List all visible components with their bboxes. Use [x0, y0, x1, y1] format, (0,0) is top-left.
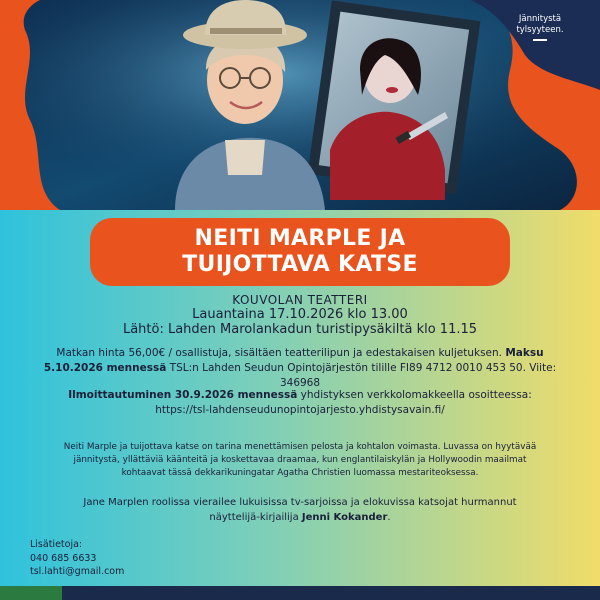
cast-info: [60, 495, 540, 525]
venue-name: KOUVOLAN TEATTERI: [232, 293, 368, 307]
contact-phone[interactable]: 040 685 6633: [30, 552, 97, 564]
registration-url[interactable]: https://tsl-lahdenseudunopintojarjesto.yhdistysavain.fi/: [155, 404, 445, 416]
contact-heading: Lisätietoja:: [30, 539, 83, 550]
tagline: [505, 14, 575, 41]
bottom-bar: [0, 586, 600, 600]
play-description: Neiti Marple ja tuijottava katse on tarina menettämisen pelosta ja kohtalon voimasta. Luvassa on hyytävää jännitystä, yllättäviä käänteitä ja koskettavaa draamaa, kun englantilaiskylän ja Hollywoodin maailmat kohtaavat tässä dekkarikuningatar Agatha Christien luomassa mestariteoksessa.: [63, 442, 537, 478]
registration-info: [40, 388, 560, 418]
bottom-bar-navy: [62, 586, 600, 600]
cast-end: .: [387, 512, 391, 523]
registration-text: yhdistyksen verkkolomakkeella osoitteessa:: [297, 389, 532, 401]
price-info: [40, 346, 560, 391]
event-title: [90, 218, 510, 286]
contact-info: [30, 538, 124, 579]
departure-info: Lähtö: Lahden Marolankadun turistipysäkiltä klo 11.15: [122, 322, 478, 337]
registration-deadline: Ilmoittautuminen 30.9.2026 mennessä: [68, 389, 298, 401]
title-line2: TUIJOTTAVA KATSE: [182, 252, 418, 277]
tagline-line1: Jännitystä: [518, 14, 562, 24]
bottom-bar-green: [0, 586, 62, 600]
payment-deadline: Maksu 5.10.2026 mennessä: [43, 347, 544, 374]
contact-email[interactable]: tsl.lahti@gmail.com: [30, 566, 125, 577]
tagline-line2: tylsyyteen.: [516, 25, 564, 35]
hero-image: [0, 0, 600, 210]
tagline-underline: [533, 39, 547, 41]
price-text: Matkan hinta 56,00€ / osallistuja, sisältäen teatterilipun ja edestakaisen kuljetuksen.: [56, 347, 506, 359]
event-date: Lauantaina 17.10.2026 klo 13.00: [192, 307, 408, 322]
title-line1: NEITI MARPLE JA: [194, 226, 406, 251]
actor-name: Jenni Kokander: [301, 512, 388, 523]
cast-text: Jane Marplen roolissa vierailee lukuisissa tv-sarjoissa ja elokuvissa katsojat hurmannut näyttelijä-kirjailija: [83, 497, 517, 523]
payment-account: TSL:n Lahden Seudun Opintojärjestön tilille FI89 4712 0010 453 50. Viite: 346968: [166, 362, 557, 389]
